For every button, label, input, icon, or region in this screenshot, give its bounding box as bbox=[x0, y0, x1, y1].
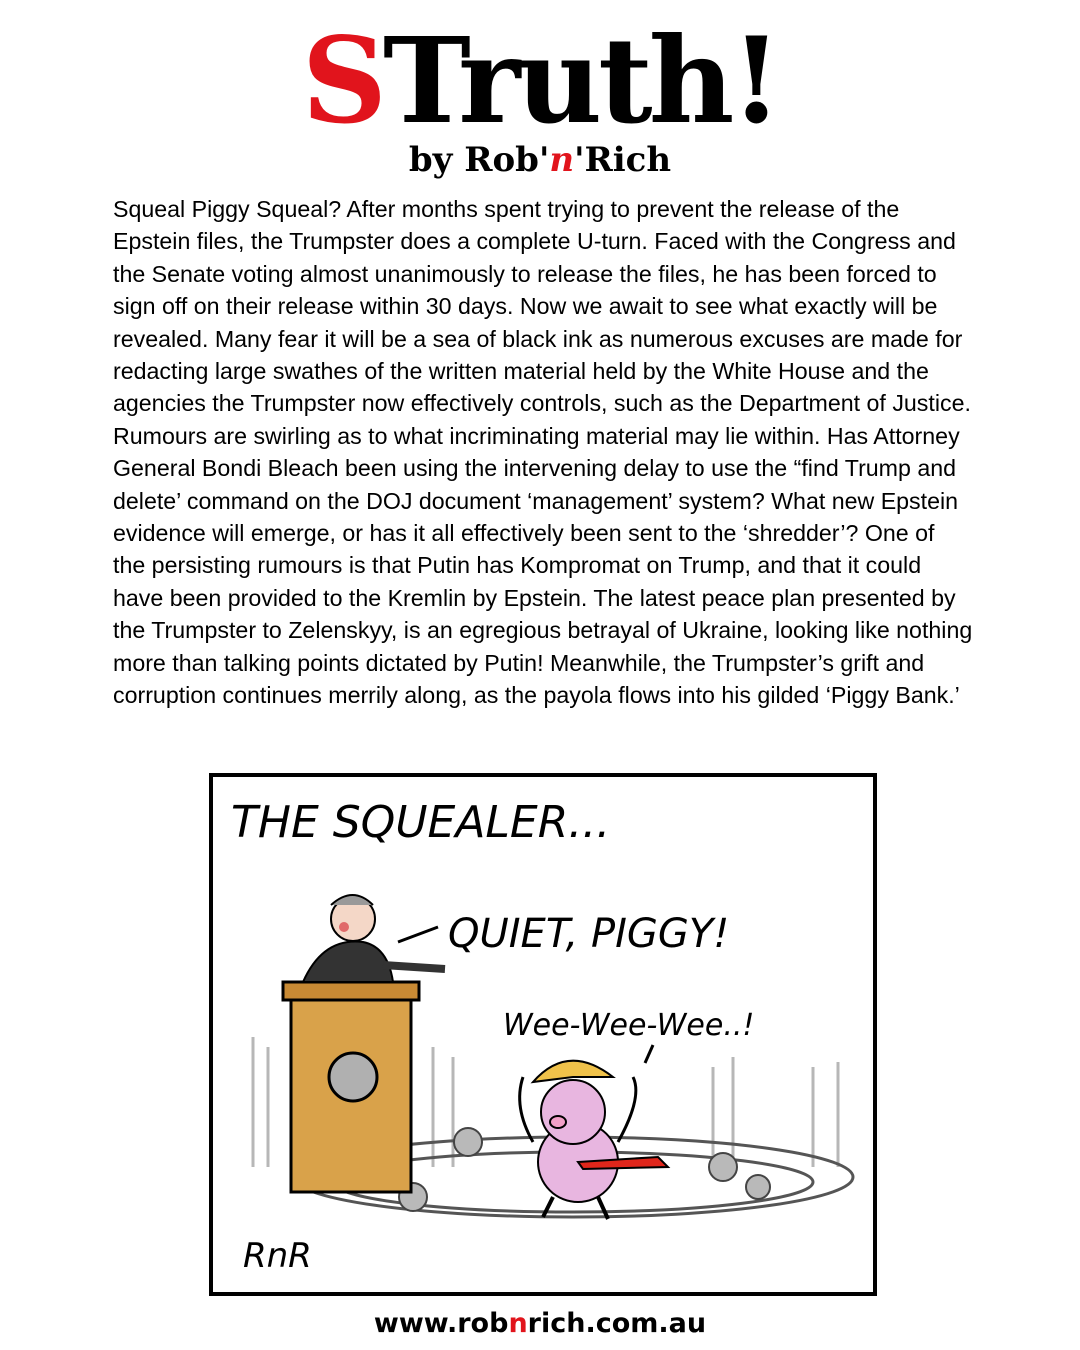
logo-wordmark bbox=[0, 11, 1080, 150]
cartoon-illustration bbox=[213, 777, 873, 1292]
pig-speech: Wee-Wee-Wee..! bbox=[503, 1008, 755, 1043]
cartoon-caption: THE SQUEALER... bbox=[231, 797, 611, 848]
official-figure bbox=[303, 895, 445, 982]
logo-rest: Truth! bbox=[382, 11, 779, 150]
url-highlight: n bbox=[508, 1308, 528, 1339]
byline-suffix: 'Rich bbox=[574, 140, 672, 180]
byline-n: n bbox=[549, 140, 575, 180]
podium bbox=[283, 982, 419, 1192]
pig-speech-tail bbox=[645, 1045, 653, 1063]
website-url[interactable] bbox=[0, 1304, 1080, 1344]
podium-seal bbox=[329, 1053, 377, 1101]
official-speech: QUIET, PIGGY! bbox=[448, 911, 730, 957]
url-prefix: www.rob bbox=[373, 1308, 509, 1339]
logo-red-s: S bbox=[301, 11, 383, 150]
url-suffix: rich.com.au bbox=[527, 1308, 707, 1339]
byline bbox=[0, 140, 1080, 180]
byline-prefix: by Rob' bbox=[408, 140, 550, 180]
masthead bbox=[0, 11, 1080, 180]
cartoonist-signature: RnR bbox=[243, 1236, 312, 1276]
cartoon-panel bbox=[209, 773, 877, 1296]
pig-figure bbox=[520, 1061, 668, 1219]
article-body: Squeal Piggy Squeal? After months spent trying to prevent the release of the Epstein files, the Trumpster does a complete U-turn. Faced with the Congress and the Senate voting almost unanimously to release the files, he has been forced to sign off on their release within 30 days. Now we await to see what exactly will be revealed. Many fear it will be a sea of black ink as numerous excuses are made for redacting large swathes of the written material held by the White House and the agencies the Trumpster now effectively controls, such as the Department of Justice. Rumours are swirling as to what incriminating material may lie within. Has Attorney General Bondi Bleach been using the intervening delay to use the “find Trump and delete’ command on the DOJ document ‘management’ system? What new Epstein evidence will emerge, or has it all effectively been sent to the ‘shredder’? One of the persisting rumours is that Putin has Kompromat on Trump, and that it could have been provided to the Kremlin by Epstein. The latest peace plan presented by the Trumpster to Zelenskyy, is an egregious betrayal of Ukraine, looking like nothing more than talking points dictated by Putin! Meanwhile, the Trumpster’s grift and corruption continues merrily along, as the payola flows into his gilded ‘Piggy Bank.’ bbox=[113, 196, 973, 709]
official-speech-tail bbox=[398, 927, 438, 942]
